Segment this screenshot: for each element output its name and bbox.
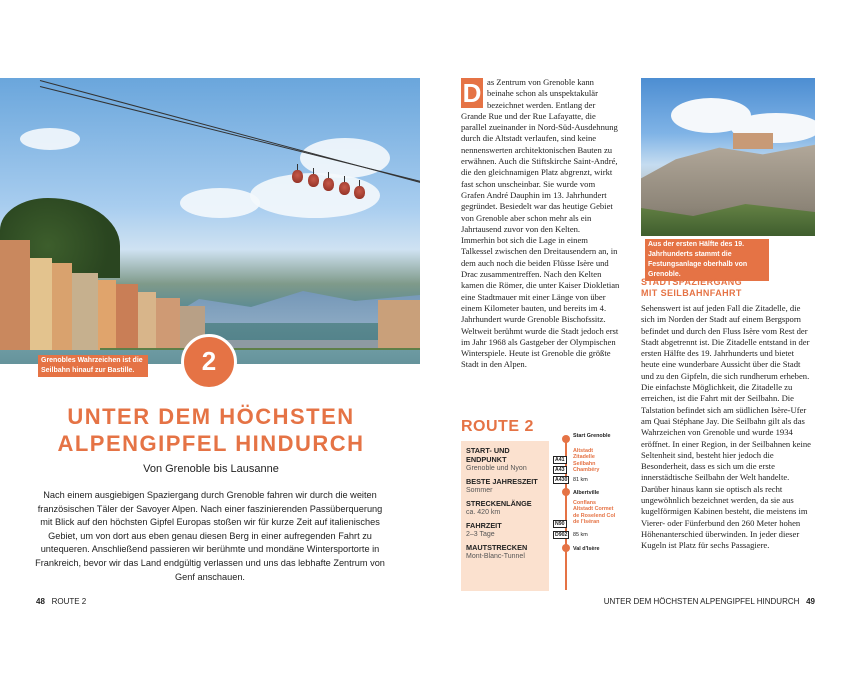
grenoble-cable-car-photo <box>0 78 420 364</box>
route-box-title: ROUTE 2 <box>461 418 534 435</box>
body-column-b: Sehenswert ist auf jeden Fall die Zitadelle, die sich im Norden der Stadt auf einem Bergsporn befindet und durch den Fluss Isère vom Rest der Stadt abgetrennt ist. Die Zitadelle entstand in der ersten Hälfte des 19. Jahrhunderts und bietet heute eine wunderbare Aussicht über die Stadt und zu den Gipfeln, die sich rundherum erheben. Die einfachste Möglichkeit, die Zitadelle zu erreichen, ist die Fahrt mit der Seilbahn. Die Talstation befindet sich am südlichen Isère-Ufer am Quai Stéphane Jay. Die Seilbahn gilt als das Wahrzeichen von Grenoble und wurde 1934 eröffnet. In einer Region, in der Seilbahnen keine Seltenheit sind, besteht hier jedoch die Besonderheit, dass es sich um die erste innerstädtische Seilbahn der Welt handelte. Darüber hinaus kann sie optisch als recht ungewöhnlich bezeichnet werden, da sie aus kugelförmigen Kabinen besteht, die meistens im Vierer- oder Fünferbund den 260 Meter hohen Höhenanterschied überwinden. In jeder dieser Kugeln ist Platz für sechs Passagiere. <box>641 303 811 551</box>
drop-cap: D <box>462 78 482 108</box>
road-n90: N90 <box>555 521 565 527</box>
chapter-title <box>36 403 386 457</box>
route-info-box <box>461 418 621 560</box>
fact-value: Mont-Blanc-Tunnel <box>466 553 525 560</box>
chapter-subtitle: Von Grenoble bis Lausanne <box>143 463 279 475</box>
fact-value: Grenoble und Nyon <box>466 465 527 472</box>
end-marker <box>562 544 570 552</box>
fact-key: START- UND ENDPUNKT <box>466 446 510 464</box>
chapter-title-line-2: ALPENGIPFEL HINDURCH <box>57 431 365 456</box>
left-photo-caption: Grenobles Wahrzeichen ist die Seilbahn hinauf zur Bastille. <box>38 355 148 377</box>
albertville-marker <box>562 488 570 496</box>
map-albertville: Albertville <box>573 490 600 496</box>
start-marker <box>562 435 570 443</box>
chapter-intro: Nach einem ausgiebigen Spaziergang durch Grenoble fahren wir durch die weiten französischen Täler der Savoyer Alpen. Nach einer faszinierenden Passüberquerung mit Blick auf den höchsten Gipfel Europas stoßen wir für kurze Zeit auf italienisches Gebiet, um von dort aus eben genau diesen Berg in einer aufregenden Fahrt zu untequeren. Anschließend passieren wir berühmte und mondäne Wintersportorte in Frankreich, bevor wir das Land endgültig verlassen und uns das lebhafte Zentrum von Genf anschauen. <box>35 490 385 582</box>
section-heading <box>641 277 811 299</box>
section-heading-line-2: MIT SEILBAHNFAHRT <box>641 288 742 298</box>
fact-key: BESTE JAHRESZEIT <box>466 477 538 486</box>
running-head-left: ROUTE 2 <box>51 597 87 606</box>
distance-2: 85 km <box>573 532 588 538</box>
chapter-title-line-1: UNTER DEM HÖCHSTEN <box>67 404 355 429</box>
running-head-right: UNTER DEM HÖCHSTEN ALPENGIPFEL HINDURCH <box>603 597 800 606</box>
folio-right <box>604 597 815 606</box>
map-start-label: Start Grenoble <box>573 433 611 439</box>
fact-key: FAHRZEIT <box>466 521 502 530</box>
right-photo-caption: Aus der ersten Hälfte des 19. Jahrhunderts stammt die Festungsanlage oberhalb von Grenoble. <box>645 239 769 281</box>
route-facts <box>461 441 549 591</box>
fact-value: Sommer <box>466 487 493 494</box>
body-text-a1: as Zentrum von Grenoble kann beinahe schon als unspektakulär bezeichnet werden. Entlang der Grande Rue und der Rue Lafayatte, die parallel zueinander in Nord-Süd-Ausdehnung durch die Altstadt verlaufen, sind keine nennenswerten architektonischen Bauten zu erwähnen. Auch die Stiftskirche Saint-André, die den gleichnamigen Platz abgrenzt, wirkt fast schon unscheinbar. Sie wurde vom Grafen André Dauphin im 13. Jahrhundert gegründet. Besiedelt war das heutige Gebiet von Grenoble aber schon mehr als ein Jahrtausend zuvor von den Kelten. <box>461 77 618 234</box>
map-end-label: Val d'Isère <box>573 546 600 552</box>
fact-value: 2–3 Tage <box>466 531 495 538</box>
folio-left <box>36 597 86 606</box>
fact-value: ca. 420 km <box>466 509 501 516</box>
map-stops-2: Conflans Altstadt Cormet de Roselend Col de l'Iséran <box>573 500 616 526</box>
road-a41: A41 <box>555 457 565 463</box>
fact-key: MAUTSTRECKEN <box>466 543 528 552</box>
map-stops-1: Altstadt Zitadelle Seilbahn Chambéry <box>573 448 600 474</box>
road-a430: A430 <box>555 477 568 483</box>
body-text-a2: Immerhin bot sich die Lage in einem Talkessel zwischen den Dreitausendern an, in dem auch noch die beiden Flüsse Isère und Drac zusammentreffen. Nach den Kelten kamen die Römer, die unter Kaiser Diokletian eine Stadtmauer mit einer Länge von über einem Kilometer bauten, und bereits im 4. Jahrhundert wurde Grenoble Bischofssitz. Weltweit berühmt wurde die Stadt jedoch erst im Jahr 1968 als Gastgeber der Olympischen Winterspiele. Heute ist Grenoble die größte Stadt in den Alpen. <box>461 235 620 370</box>
distance-1: 81 km <box>573 477 588 483</box>
body-column-a <box>461 77 621 371</box>
page-number-left: 48 <box>36 597 45 606</box>
route-number-badge: 2 <box>181 334 237 390</box>
section-heading-line-1: STADTSPAZIERGANG <box>641 277 743 287</box>
road-a43: A43 <box>555 467 565 473</box>
bastille-fortress-photo <box>641 78 815 236</box>
page-number-right: 49 <box>806 597 815 606</box>
route-schematic-map <box>553 432 623 582</box>
fact-key: STRECKENLÄNGE <box>466 499 532 508</box>
road-d902: D902 <box>555 532 568 538</box>
